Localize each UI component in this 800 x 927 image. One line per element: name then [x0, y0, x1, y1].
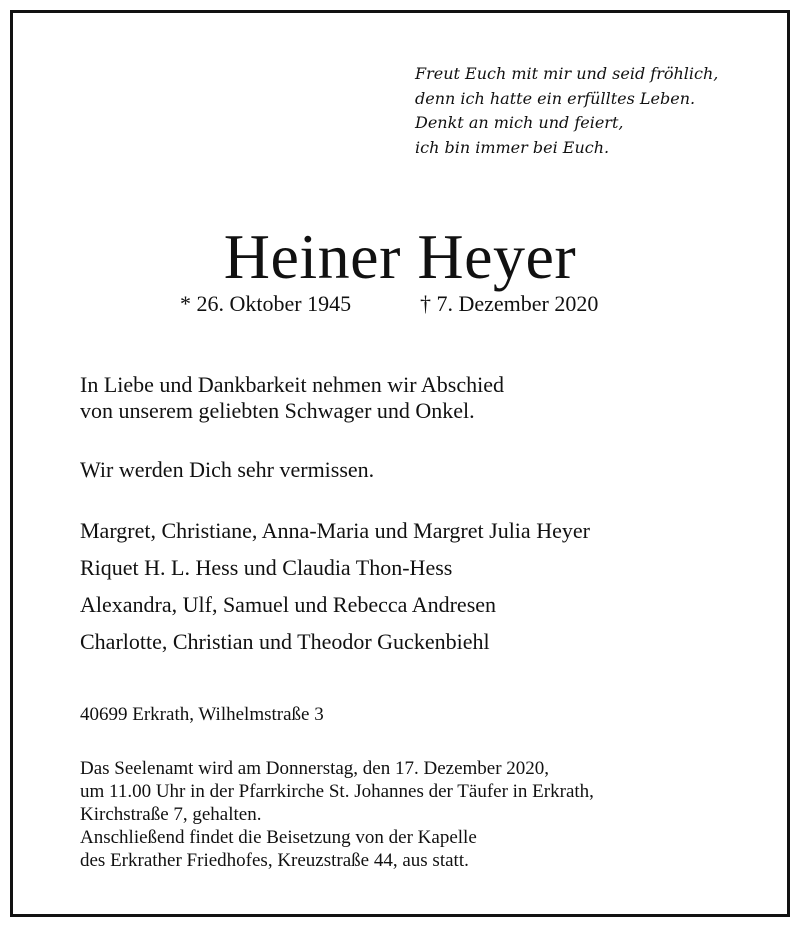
farewell-line: von unserem geliebten Schwager und Onkel.	[80, 398, 475, 423]
mourners-list	[80, 512, 590, 660]
mourner-line: Riquet H. L. Hess und Claudia Thon-Hess	[80, 555, 453, 580]
service-line: um 11.00 Uhr in der Pfarrkirche St. Johannes der Täufer in Erkrath,	[80, 781, 594, 802]
service-line: Kirchstraße 7, gehalten.	[80, 804, 262, 825]
service-line: des Erkrather Friedhofes, Kreuzstraße 44, aus statt.	[80, 850, 469, 871]
mourner-line: Margret, Christiane, Anna-Maria und Margret Julia Heyer	[80, 518, 590, 543]
death-date: † 7. Dezember 2020	[420, 291, 599, 316]
poem-line: ich bin immer bei Euch.	[415, 137, 610, 157]
poem-line: Denkt an mich und feiert,	[415, 113, 624, 132]
service-line: Das Seelenamt wird am Donnerstag, den 17. Dezember 2020,	[80, 758, 550, 779]
service-info	[80, 757, 594, 872]
poem-line: Freut Euch mit mir und seid fröhlich,	[415, 64, 719, 83]
birth-date: * 26. Oktober 1945	[180, 291, 352, 316]
mourner-line: Charlotte, Christian und Theodor Guckenbiehl	[80, 629, 490, 654]
poem-line: denn ich hatte ein erfülltes Leben.	[415, 88, 696, 108]
service-line: Anschließend findet die Beisetzung von der Kapelle	[80, 827, 477, 848]
miss-text: Wir werden Dich sehr vermissen.	[80, 457, 375, 482]
poem	[415, 62, 718, 160]
farewell-line: In Liebe und Dankbarkeit nehmen wir Abschied	[80, 372, 504, 397]
deceased-name: Heiner Heyer	[223, 221, 577, 292]
address: 40699 Erkrath, Wilhelmstraße 3	[80, 704, 324, 725]
farewell-text	[80, 372, 504, 424]
mourner-line: Alexandra, Ulf, Samuel und Rebecca Andresen	[80, 592, 497, 617]
